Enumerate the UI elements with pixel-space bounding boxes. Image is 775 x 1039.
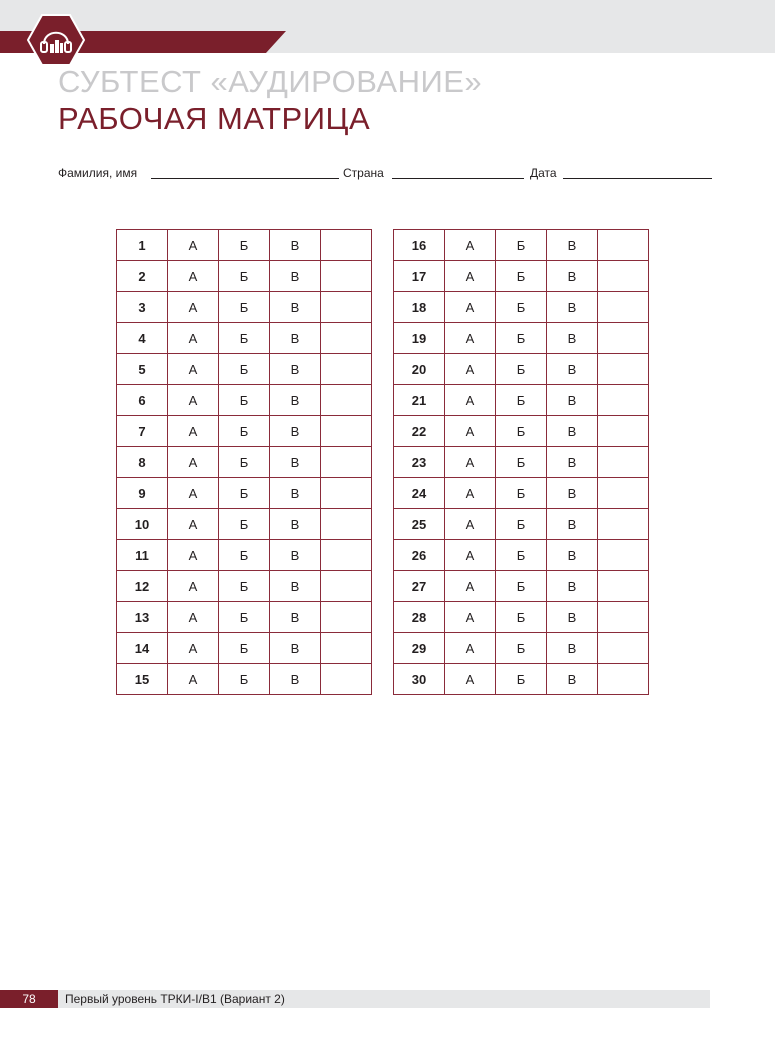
answer-row xyxy=(394,323,649,354)
question-number: 6 xyxy=(117,385,168,416)
footer-text: Первый уровень ТРКИ-I/B1 (Вариант 2) xyxy=(65,992,285,1006)
answer-option[interactable]: В xyxy=(270,447,321,478)
answer-option[interactable]: В xyxy=(270,230,321,261)
question-number: 15 xyxy=(117,664,168,695)
answer-option[interactable]: Б xyxy=(219,633,270,664)
answer-option[interactable]: В xyxy=(270,385,321,416)
answer-cell[interactable] xyxy=(598,230,649,261)
page-number: 78 xyxy=(0,990,58,1008)
answer-row xyxy=(117,385,372,416)
answer-option[interactable]: Б xyxy=(496,602,547,633)
question-number: 25 xyxy=(394,509,445,540)
question-number: 17 xyxy=(394,261,445,292)
answer-option[interactable]: В xyxy=(270,416,321,447)
answer-cell[interactable] xyxy=(321,571,372,602)
answer-row xyxy=(117,261,372,292)
question-number: 30 xyxy=(394,664,445,695)
answer-cell[interactable] xyxy=(321,447,372,478)
question-number: 18 xyxy=(394,292,445,323)
answer-option[interactable]: В xyxy=(547,230,598,261)
answer-option[interactable]: В xyxy=(270,602,321,633)
answer-option[interactable]: А xyxy=(445,571,496,602)
answer-option[interactable]: Б xyxy=(496,571,547,602)
answer-cell[interactable] xyxy=(598,602,649,633)
question-number: 28 xyxy=(394,602,445,633)
answer-cell[interactable] xyxy=(321,292,372,323)
answer-cell[interactable] xyxy=(321,633,372,664)
question-number: 20 xyxy=(394,354,445,385)
answer-grid-left xyxy=(116,229,372,695)
question-number: 13 xyxy=(117,602,168,633)
question-number: 9 xyxy=(117,478,168,509)
answer-option[interactable]: А xyxy=(445,540,496,571)
answer-cell[interactable] xyxy=(598,633,649,664)
answer-option[interactable]: В xyxy=(547,633,598,664)
country-label: Страна xyxy=(343,166,384,180)
question-number: 3 xyxy=(117,292,168,323)
answer-option[interactable]: В xyxy=(547,292,598,323)
question-number: 2 xyxy=(117,261,168,292)
answer-option[interactable]: Б xyxy=(219,447,270,478)
answer-cell[interactable] xyxy=(598,354,649,385)
answer-option[interactable]: А xyxy=(168,633,219,664)
answer-option[interactable]: В xyxy=(270,633,321,664)
question-number: 29 xyxy=(394,633,445,664)
answer-option[interactable]: А xyxy=(168,323,219,354)
answer-option[interactable]: Б xyxy=(219,602,270,633)
answer-row xyxy=(117,323,372,354)
answer-option[interactable]: А xyxy=(445,292,496,323)
country-field[interactable] xyxy=(392,178,524,179)
answer-option[interactable]: В xyxy=(547,571,598,602)
answer-option[interactable]: Б xyxy=(219,416,270,447)
answer-option[interactable]: Б xyxy=(496,385,547,416)
answer-row xyxy=(394,509,649,540)
answer-option[interactable]: Б xyxy=(496,478,547,509)
answer-row xyxy=(117,478,372,509)
answer-option[interactable]: В xyxy=(270,571,321,602)
answer-option[interactable]: А xyxy=(445,633,496,664)
answer-option[interactable]: Б xyxy=(496,633,547,664)
answer-option[interactable]: А xyxy=(445,602,496,633)
answer-row xyxy=(117,416,372,447)
answer-option[interactable]: А xyxy=(168,664,219,695)
question-number: 24 xyxy=(394,478,445,509)
answer-option[interactable]: Б xyxy=(219,385,270,416)
answer-option[interactable]: В xyxy=(270,292,321,323)
answer-option[interactable]: А xyxy=(168,478,219,509)
answer-option[interactable]: Б xyxy=(496,230,547,261)
question-number: 27 xyxy=(394,571,445,602)
question-number: 23 xyxy=(394,447,445,478)
question-number: 8 xyxy=(117,447,168,478)
footer-bar xyxy=(0,990,710,1008)
answer-cell[interactable] xyxy=(321,602,372,633)
answer-option[interactable]: А xyxy=(168,354,219,385)
answer-row xyxy=(117,447,372,478)
answer-option[interactable]: В xyxy=(547,478,598,509)
answer-cell[interactable] xyxy=(598,540,649,571)
answer-option[interactable]: Б xyxy=(496,292,547,323)
answer-option[interactable]: Б xyxy=(219,664,270,695)
answer-option[interactable]: А xyxy=(168,230,219,261)
answer-cell[interactable] xyxy=(598,323,649,354)
question-number: 19 xyxy=(394,323,445,354)
answer-row xyxy=(394,416,649,447)
answer-row xyxy=(394,292,649,323)
answer-row xyxy=(394,633,649,664)
answer-row xyxy=(394,230,649,261)
name-field[interactable] xyxy=(151,178,339,179)
date-field[interactable] xyxy=(563,178,712,179)
answer-cell[interactable] xyxy=(598,664,649,695)
answer-option[interactable]: А xyxy=(168,261,219,292)
answer-option[interactable]: А xyxy=(445,416,496,447)
answer-cell[interactable] xyxy=(321,261,372,292)
answer-option[interactable]: В xyxy=(547,447,598,478)
answer-option[interactable]: В xyxy=(547,354,598,385)
answer-row xyxy=(117,540,372,571)
answer-option[interactable]: В xyxy=(547,385,598,416)
answer-option[interactable]: Б xyxy=(496,416,547,447)
answer-row xyxy=(394,664,649,695)
answer-option[interactable]: В xyxy=(547,602,598,633)
answer-row xyxy=(117,354,372,385)
answer-option[interactable]: В xyxy=(547,323,598,354)
answer-option[interactable]: А xyxy=(445,509,496,540)
answer-option[interactable]: А xyxy=(168,292,219,323)
answer-cell[interactable] xyxy=(321,664,372,695)
answer-option[interactable]: А xyxy=(168,571,219,602)
answer-cell[interactable] xyxy=(598,385,649,416)
answer-option[interactable]: В xyxy=(270,478,321,509)
personal-info-fields xyxy=(58,166,712,182)
answer-option[interactable]: А xyxy=(445,323,496,354)
question-number: 22 xyxy=(394,416,445,447)
answer-cell[interactable] xyxy=(598,416,649,447)
answer-option[interactable]: Б xyxy=(219,478,270,509)
answer-row xyxy=(394,571,649,602)
answer-option[interactable]: Б xyxy=(496,323,547,354)
question-number: 26 xyxy=(394,540,445,571)
question-number: 1 xyxy=(117,230,168,261)
answer-row xyxy=(117,292,372,323)
answer-option[interactable]: А xyxy=(445,447,496,478)
answer-option[interactable]: Б xyxy=(219,230,270,261)
answer-cell[interactable] xyxy=(321,323,372,354)
question-number: 12 xyxy=(117,571,168,602)
answer-row xyxy=(117,571,372,602)
answer-row xyxy=(394,447,649,478)
answer-option[interactable]: В xyxy=(547,416,598,447)
answer-row xyxy=(394,602,649,633)
answer-row xyxy=(117,509,372,540)
question-number: 14 xyxy=(117,633,168,664)
answer-row xyxy=(394,354,649,385)
answer-option[interactable]: В xyxy=(270,540,321,571)
answer-option[interactable]: Б xyxy=(496,509,547,540)
answer-row xyxy=(394,478,649,509)
question-number: 21 xyxy=(394,385,445,416)
answer-option[interactable]: В xyxy=(547,664,598,695)
answer-cell[interactable] xyxy=(321,540,372,571)
answer-option[interactable]: А xyxy=(168,416,219,447)
page-title: РАБОЧАЯ МАТРИЦА xyxy=(58,101,371,136)
headphones-icon xyxy=(27,14,85,66)
answer-option[interactable]: Б xyxy=(219,354,270,385)
question-number: 10 xyxy=(117,509,168,540)
answer-option[interactable]: А xyxy=(445,230,496,261)
answer-option[interactable]: А xyxy=(168,509,219,540)
answer-option[interactable]: В xyxy=(270,354,321,385)
question-number: 11 xyxy=(117,540,168,571)
question-number: 16 xyxy=(394,230,445,261)
answer-option[interactable]: А xyxy=(445,385,496,416)
answer-cell[interactable] xyxy=(598,571,649,602)
answer-option[interactable]: Б xyxy=(496,354,547,385)
answer-option[interactable]: А xyxy=(445,354,496,385)
answer-row xyxy=(394,540,649,571)
answer-option[interactable]: Б xyxy=(496,664,547,695)
answer-option[interactable]: В xyxy=(547,261,598,292)
answer-row xyxy=(117,664,372,695)
answer-option[interactable]: Б xyxy=(219,261,270,292)
answer-row xyxy=(117,230,372,261)
answer-grid-right xyxy=(393,229,649,695)
name-label: Фамилия, имя xyxy=(58,166,138,180)
subtest-title: СУБТЕСТ «АУДИРОВАНИЕ» xyxy=(58,64,483,99)
question-number: 5 xyxy=(117,354,168,385)
answer-option[interactable]: В xyxy=(270,664,321,695)
answer-row xyxy=(117,633,372,664)
question-number: 7 xyxy=(117,416,168,447)
answer-option[interactable]: А xyxy=(445,478,496,509)
answer-cell[interactable] xyxy=(321,354,372,385)
answer-cell[interactable] xyxy=(598,509,649,540)
answer-option[interactable]: Б xyxy=(219,540,270,571)
answer-option[interactable]: В xyxy=(547,509,598,540)
answer-cell[interactable] xyxy=(321,478,372,509)
answer-option[interactable]: А xyxy=(168,385,219,416)
answer-cell[interactable] xyxy=(598,261,649,292)
answer-option[interactable]: А xyxy=(445,664,496,695)
answer-row xyxy=(117,602,372,633)
answer-cell[interactable] xyxy=(598,478,649,509)
answer-cell[interactable] xyxy=(321,509,372,540)
answer-option[interactable]: В xyxy=(270,509,321,540)
answer-option[interactable]: А xyxy=(445,261,496,292)
answer-cell[interactable] xyxy=(598,292,649,323)
answer-option[interactable]: Б xyxy=(496,261,547,292)
answer-option[interactable]: В xyxy=(270,323,321,354)
answer-cell[interactable] xyxy=(321,230,372,261)
answer-option[interactable]: А xyxy=(168,540,219,571)
answer-cell[interactable] xyxy=(321,385,372,416)
answer-cell[interactable] xyxy=(321,416,372,447)
answer-option[interactable]: Б xyxy=(219,571,270,602)
answer-option[interactable]: В xyxy=(270,261,321,292)
date-label: Дата xyxy=(530,166,557,180)
answer-option[interactable]: В xyxy=(547,540,598,571)
answer-option[interactable]: Б xyxy=(496,447,547,478)
answer-option[interactable]: Б xyxy=(219,323,270,354)
answer-option[interactable]: Б xyxy=(219,292,270,323)
answer-option[interactable]: А xyxy=(168,447,219,478)
answer-option[interactable]: Б xyxy=(219,509,270,540)
answer-option[interactable]: Б xyxy=(496,540,547,571)
answer-cell[interactable] xyxy=(598,447,649,478)
answer-row xyxy=(394,385,649,416)
question-number: 4 xyxy=(117,323,168,354)
answer-option[interactable]: А xyxy=(168,602,219,633)
answer-row xyxy=(394,261,649,292)
